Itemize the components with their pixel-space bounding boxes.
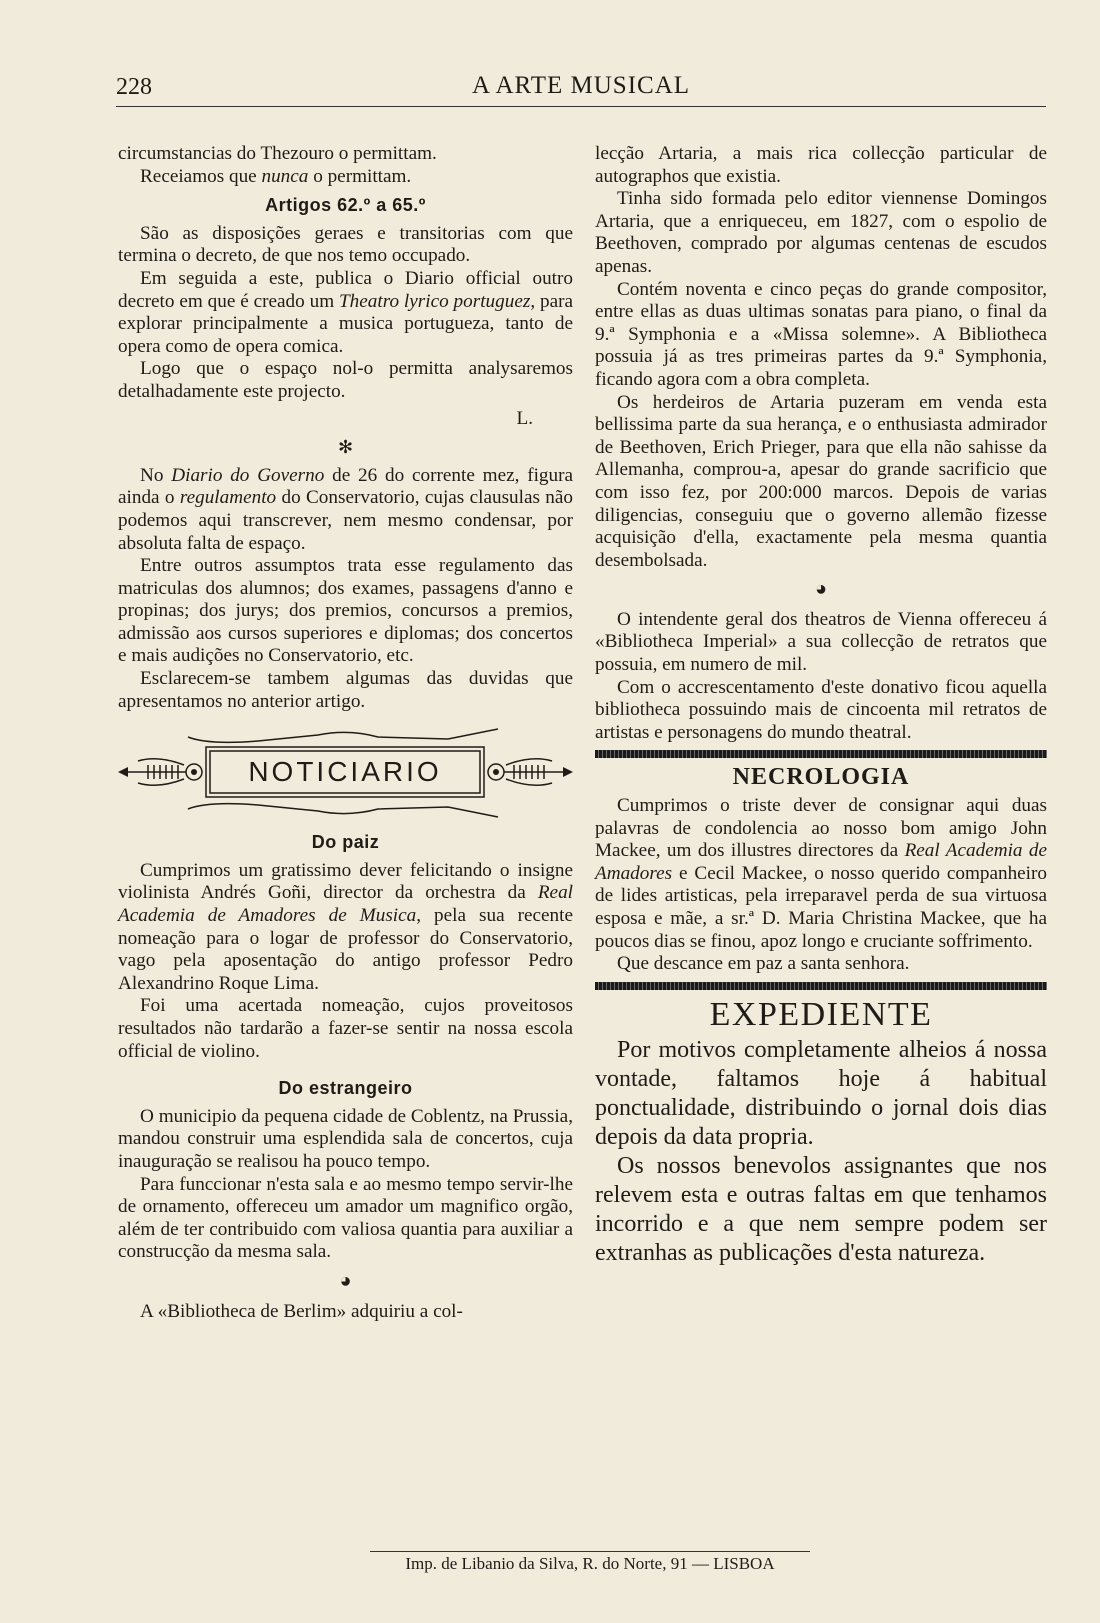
paragraph: Contém noventa e cinco peças do grande compositor, entre ellas as duas ultimas sonatas para piano, o final da 9.ª Symphonia e a «Missa solemne». A Bibliotheca possuia já as tres primeiras partes da 9.ª Symphonia, ficando agora com a obra completa. xyxy=(595,278,1047,390)
page-number: 228 xyxy=(116,74,152,100)
running-title: A ARTE MUSICAL xyxy=(471,72,691,99)
decorative-rule xyxy=(595,750,1047,758)
paragraph: Os herdeiros de Artaria puzeram em venda esta bellissima parte da sua herança, e o enthusiasta admirador de Beethoven, Erich Prieger, para que ella não sahisse da Allemanha, comprou-a, apesar do grande sacrificio que com isso fez, por 200:000 marcos. Depois de varias diligencias, conseguiu que o governo allemão fizesse acquisição d'ella, exactamente pela mesma quantia desembolsada. xyxy=(595,391,1047,571)
section-heading-do-estrangeiro: Do estrangeiro xyxy=(278,1078,413,1099)
expediente-body xyxy=(595,1036,1047,1268)
paragraph: A «Bibliotheca de Berlim» adquiriu a col- xyxy=(140,1300,463,1322)
paragraph: Logo que o espaço nol-o permitta analysaremos detalhadamente este projecto. xyxy=(118,358,573,402)
section-heading-do-paiz: Do paiz xyxy=(311,832,380,853)
paragraph: Foi uma acertada nomeação, cujos proveitosos resultados não tardarão a fazer-se sentir na nossa escola official de violino. xyxy=(118,995,573,1062)
noticiario-banner xyxy=(118,725,573,821)
left-column xyxy=(118,143,573,1323)
expediente-heading: EXPEDIENTE xyxy=(709,995,933,1033)
imprint-footer: Imp. de Libanio da Silva, R. do Norte, 91 — LISBOA xyxy=(370,1551,810,1574)
right-column xyxy=(595,143,1047,1268)
paragraph: São as disposições geraes e transitorias com que termina o decreto, de que nos temo occupado. xyxy=(118,222,573,267)
paragraph: Que descance em paz a santa senhora. xyxy=(617,953,910,975)
paragraph: Os nossos benevolos assignantes que nos relevem esta e outras faltas em que tenhamos incorrido e a que nem sempre podem ser extranhas as publicações d'esta natureza. xyxy=(595,1153,1047,1267)
paragraph: Por motivos completamente alheios á nossa vontade, faltamos hoje á habitual ponctualidade, distribuindo o jornal dois dias depois da data propria. xyxy=(595,1037,1047,1151)
section-heading-artigos: Artigos 62.º a 65.º xyxy=(265,195,426,216)
paragraph: O intendente geral dos theatros de Vienna offereceu á «Bibliotheca Imperial» a sua collecção de retratos que possuia, em numero de mil. xyxy=(595,608,1047,676)
circle-ornament-icon: ◕ xyxy=(814,578,828,601)
paragraph: circumstancias do Thezouro o permittam. xyxy=(118,143,437,164)
paragraph: Com o accrescentamento d'este donativo ficou aquella bibliotheca possuindo mais de cincoenta mil retratos de artistas e personagens do mundo theatral. xyxy=(595,676,1047,743)
circle-ornament-icon: ◕ xyxy=(339,1269,352,1292)
noticiario-title: NOTICIARIO xyxy=(248,756,442,788)
paragraph: Entre outros assumptos trata esse regulamento das matriculas dos alumnos; dos exames, passagens d'anno e propinas; dos jurys; dos premios, concursos a premios, admissão aos cursos superiores e diplomas; dos concertos e mais audições no Conservatorio, etc. xyxy=(118,555,573,667)
paragraph: Esclarecem-se tambem algumas das duvidas que apresentamos no anterior artigo. xyxy=(118,668,573,712)
paragraph: lecção Artaria, a mais rica collecção particular de autographos que existia. xyxy=(595,143,1047,187)
paragraph: Cumprimos o triste dever de consignar aqui duas palavras de condolencia ao nosso bom amigo John Mackee, um dos illustres directores da Real Academia de Amadores e Cecil Mackee, o nosso querido companheiro de lides artisticas, pela irreparavel perda de sua virtuosa esposa e mãe, a sr.ª D. Maria Christina Mackee, que ha poucos dias se finou, apoz longo e cruciante soffrimento. xyxy=(595,795,1047,952)
paragraph: Em seguida a este, publica o Diario official outro decreto em que é creado um Theatro lyrico portuguez, para explorar principalmente a musica portugueza, tanto de opera como de opera comica. xyxy=(118,267,573,357)
author-signature: L. xyxy=(516,407,533,429)
necrologia-heading: NECROLOGIA xyxy=(732,764,910,791)
asterisk-divider: ✻ xyxy=(337,437,354,458)
paragraph: No Diario do Governo de 26 do corrente mez, figura ainda o regulamento do Conservatorio, cujas clausulas não podemos aqui transcrever, nem mesmo condensar, por absoluta falta de espaço. xyxy=(118,464,574,554)
page-header xyxy=(116,72,1046,107)
decorative-rule xyxy=(595,982,1047,990)
paragraph: Cumprimos um gratissimo dever felicitando o insigne violinista Andrés Goñi, director da orchestra da Real Academia de Amadores de Musica, pela sua recente nomeação para o logar de professor do Conservatorio, vago pela aposentação do antigo professor Pedro Alexandrino Roque Lima. xyxy=(118,859,573,994)
paragraph: O municipio da pequena cidade de Coblentz, na Prussia, mandou construir uma esplendida sala de concertos, cuja inauguração se realisou ha pouco tempo. xyxy=(118,1105,573,1172)
paragraph: Tinha sido formada pelo editor viennense Domingos Artaria, que a enriqueceu, em 1827, com o espolio de Beethoven, comprado por algumas centenas de escudos apenas. xyxy=(595,188,1047,277)
paragraph: Para funccionar n'esta sala e ao mesmo tempo servir-lhe de ornamento, offereceu um amador um magnifico orgão, além de ter contribuido com valiosa quantia para auxiliar a construcção da mesma sala. xyxy=(118,1173,573,1263)
paragraph: Receiamos que nunca o permittam. xyxy=(140,165,412,187)
